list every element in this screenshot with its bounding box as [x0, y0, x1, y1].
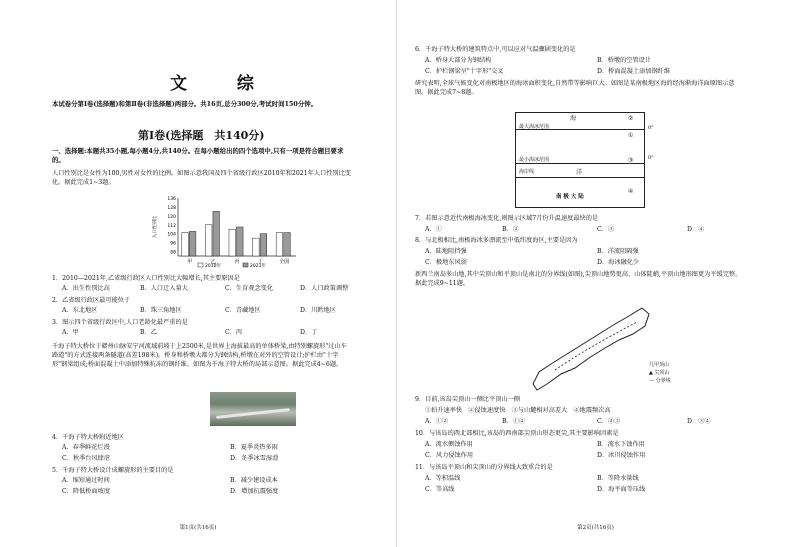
diagram-degree-2: 0° [648, 155, 654, 161]
q9-option-b[interactable]: B．①④ [502, 418, 526, 425]
q11-option-d[interactable]: D．海平面等压线 [597, 486, 646, 493]
diagram-min-ice-label: 最小海冰范围 [519, 157, 550, 163]
q7-option-d[interactable]: D．④ [687, 226, 705, 233]
question-1: 1．2010—2021年,乙省级行政区人口性别比大幅增长,其主要原因是 [52, 275, 240, 282]
legend-label: 2021年 [250, 264, 266, 269]
x-tick-label: 乙 [210, 259, 216, 265]
q6-option-d[interactable]: D．桥面混凝土添加钢纤维 [597, 68, 671, 75]
question-5: 5．千海子特大桥设计成螺旋形的主要目的是 [52, 467, 174, 474]
q10-option-a[interactable]: A．流水侧蚀作用 [425, 441, 473, 448]
q2-option-d[interactable]: D．川黔地区 [300, 307, 336, 314]
q1-option-d[interactable]: D．人口政策调整 [300, 285, 349, 292]
exam-page-2 [397, 0, 794, 547]
bridge-photo [210, 392, 296, 426]
q5-option-b[interactable]: B．减少建设成本 [230, 477, 278, 484]
q4-option-c[interactable]: C．秋季台风肆虐 [62, 455, 111, 462]
question-2: 2．乙省级行政区最可能位于 [52, 297, 131, 304]
q1-option-c[interactable]: C．生育观念变化 [225, 285, 274, 292]
x-tick-label: 丙 [234, 259, 240, 265]
diagram-ocean-label: 洋 [576, 169, 583, 176]
y-tick-label: 88 [170, 250, 176, 256]
q10-option-d[interactable]: D．冰川侵蚀作用 [597, 452, 646, 459]
q5-option-c[interactable]: C．降低桥面坡度 [62, 488, 111, 495]
bar-2021年-丁 [260, 234, 267, 256]
q4-option-d[interactable]: D．冬季冰雪湿滑 [230, 455, 279, 462]
diagram-marker-1: ① [628, 132, 634, 139]
bar-2021年-全国 [284, 233, 291, 256]
question-intro-2: 千海子特大桥位于赣州山脉安宁河流域前坡于上2500米,是世界上海拔最高的单体桥梁,由特别螺旋形"过山车路道"的方式连接两条隧道(高差198米)。桥身和桥墩大都分为钢结构,桥墩在对外的空管设计;护栏由"十字形"钢梁组成;桥面混凝土中添加特殊抗冻的钢纤维。如图为千海子特大桥的局部示意图。据此完成4~6题。 [52, 343, 347, 368]
question-8: 8．与北极相比,南极海冰多漂流至中低纬度海区,主要是因为 [415, 237, 578, 244]
q3-option-b[interactable]: B．乙 [140, 329, 157, 336]
q9-sub-items: ①拍升速率快 ②侵蚀速度快 ③与山麓相对高差大 ④地震频次高 [425, 407, 611, 414]
y-tick-label: 96 [170, 241, 176, 247]
question-intro-4: 新西兰南岛多山地,其中尖顶山和平顶山是南北的分界线(如图),尖顶山地势更高、山体陡峭,平顶山地形图更为平缓完整。据此完成9~11题。 [415, 271, 742, 287]
question-9: 9．目前,该岛尖顶山一侧比平顶山一侧 [415, 396, 520, 403]
q7-option-b[interactable]: B．② [502, 226, 519, 233]
q11-option-c[interactable]: C．等高线 [425, 486, 455, 493]
question-6: 6．千海子特大桥的建筑特点中,可以应对气温骤剧变化的是 [415, 46, 576, 53]
q2-option-b[interactable]: B．珠三角地区 [140, 307, 182, 314]
map-legend-sharp-top: ▲ 尖顶山 [649, 370, 670, 376]
question-10: 10．与该岛的西北部相比,该岛的西南部尖顶山形态更尖,其主要影响因素是 [415, 430, 619, 437]
q11-option-b[interactable]: B．等降水量线 [597, 475, 639, 482]
y-tick-label: 112 [167, 223, 176, 229]
q3-option-d[interactable]: D．丁 [300, 329, 318, 336]
x-tick-label: 全国 [279, 259, 290, 265]
question-3: 3．图示四个省级行政区中,人口老龄化最严重的是 [52, 319, 188, 326]
diagram-marker-2: ② [628, 115, 634, 122]
q10-option-b[interactable]: B．流水下蚀作用 [597, 441, 645, 448]
exam-title: 文 综 [170, 74, 276, 94]
q3-option-a[interactable]: A．甲 [62, 329, 79, 336]
exam-notice: 本试卷分第Ⅰ卷(选择题)和第Ⅱ卷(非选择题)两部分。共16页,总分300分,考试时间150分钟。 [52, 100, 317, 108]
bar-2021年-甲 [189, 231, 196, 256]
diagram-marker-4: ④ [628, 188, 634, 195]
question-intro-3: 研究表明,全球气候变化对南极地区的海冰面积变化,自然带等影响巨大。如图是某南极地区海的经海渐海洋面原图示意图。据此完成7~8题。 [415, 80, 735, 96]
q4-option-a[interactable]: A．春季鲜花烂漫 [62, 444, 110, 451]
y-tick-label: 104 [167, 232, 176, 238]
question-11: 11．与该岛平顶山和尖顶山的分界线大致重合的是 [415, 464, 553, 471]
bar-2021年-丙 [237, 227, 244, 256]
bridge-road [216, 408, 290, 419]
q3-option-c[interactable]: C．丙 [225, 329, 243, 336]
q6-option-c[interactable]: C．护栏钢梁呈"十字形"交叉 [425, 68, 504, 75]
bar-2010年-丁 [253, 238, 260, 256]
bar-2010年-乙 [205, 225, 212, 256]
q8-option-d[interactable]: D．海冰融化少 [597, 259, 640, 266]
diagram-max-ice-label: 最大海冰范围 [519, 124, 550, 130]
y-axis-label: 人口性别比 [153, 215, 158, 239]
x-tick-label: 丁 [258, 259, 264, 265]
bar-2010年-甲 [182, 233, 189, 256]
q2-option-a[interactable]: A．东北地区 [62, 307, 98, 314]
diagram-land-label: 南 极 大 陆 [556, 194, 584, 200]
q5-option-a[interactable]: A．缩短通过时间 [62, 477, 110, 484]
sex-ratio-bar-chart [150, 192, 300, 272]
q2-option-c[interactable]: C．青藏地区 [225, 307, 261, 314]
section-title: 第Ⅰ卷(选择题 共140分) [138, 129, 265, 142]
q9-option-c[interactable]: C．②③ [597, 418, 621, 425]
page-footer-1: 第1页(共16页) [179, 525, 217, 532]
map-legend-boundary: — 分界线 [649, 378, 671, 384]
bar-2021年-乙 [213, 211, 220, 256]
bar-2010年-全国 [276, 233, 283, 256]
y-tick-label: 136 [167, 197, 176, 202]
page-footer-2: 第2页(共16页) [577, 525, 614, 532]
new-zealand-south-island-map [527, 300, 657, 400]
q6-option-a[interactable]: A．桥身大部分为钢结构 [425, 57, 492, 64]
bar-2010年-丙 [229, 229, 236, 256]
diagram-sea-label: 海 [570, 115, 577, 122]
y-tick-label: 120 [167, 214, 176, 220]
sea-ice-diagram [515, 112, 654, 208]
q7-option-a[interactable]: A．① [425, 226, 442, 233]
legend-label: 2010年 [205, 264, 221, 269]
q5-option-d[interactable]: D．增加抗震强度 [230, 488, 279, 495]
q8-option-c[interactable]: C．极地东风弱 [425, 259, 467, 266]
q8-option-a[interactable]: A．陆地阻挡强 [425, 248, 467, 255]
q1-option-a[interactable]: A．出生性别比高 [62, 285, 110, 292]
q6-option-b[interactable]: B．桥墩的空管设计 [597, 57, 652, 64]
y-tick-label: 128 [167, 205, 176, 211]
section-instruction: 一、选择题:本题共35小题,每小题4分,共140分。在每小题给出的四个选项中,只有一项是符合题目要求的。 [52, 147, 344, 165]
diagram-degree-1: 0° [648, 125, 654, 131]
q4-option-b[interactable]: B．夏季炎热多雨 [230, 444, 278, 451]
q1-option-b[interactable]: B．人口迁入量大 [140, 285, 188, 292]
q10-option-c[interactable]: C．风力侵蚀作用 [425, 452, 474, 459]
q8-option-b[interactable]: B．洋流阻隔强 [597, 248, 639, 255]
diagram-shelf-label: 海岸线 [519, 169, 535, 175]
question-7: 7．若图示意近代南极海冰变化,则图示区域7月份升温速度最快的是 [415, 215, 599, 222]
question-intro-1: 人口性别比是女性为100,男性对女性的比例。如图示意我国及四个省级行政区2010年和2021年人口性别比变化。据此完成1~3题。 [52, 170, 351, 186]
legend-swatch [198, 263, 203, 267]
q9-option-d[interactable]: D．③④ [687, 418, 711, 425]
legend-swatch [243, 263, 248, 267]
q7-option-c[interactable]: C．③ [597, 226, 615, 233]
diagram-marker-3: ③ [628, 157, 634, 164]
q11-option-a[interactable]: A．等积温线 [425, 475, 461, 482]
map-legend-flat-top: 几甲顶山 [649, 362, 670, 368]
q9-option-a[interactable]: A．①② [425, 418, 449, 425]
question-4: 4．千海子特大桥附近地区 [52, 434, 124, 441]
x-tick-label: 甲 [187, 259, 193, 265]
